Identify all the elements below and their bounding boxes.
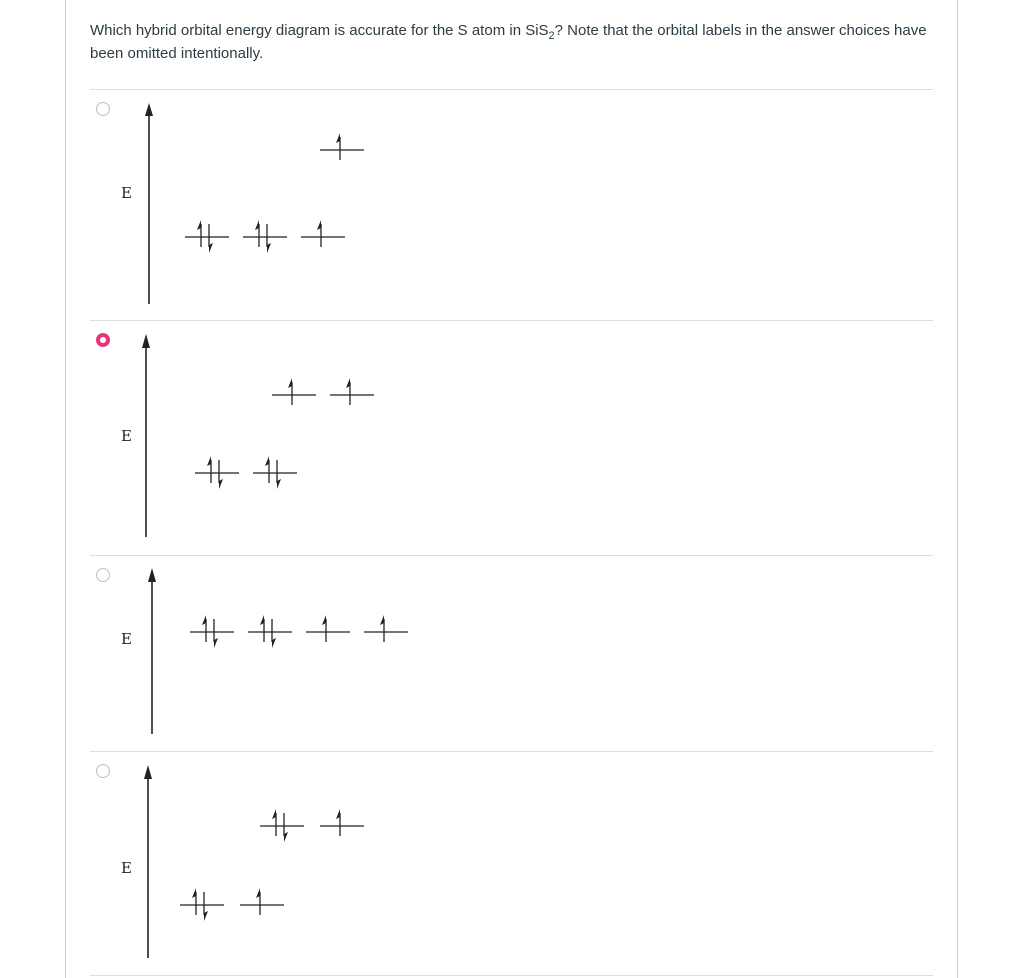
question-text-after: ? Note that the orbital labels in the answer choices have been omitted intentionally. — [90, 22, 927, 62]
spin-up-arrow-icon — [272, 809, 276, 836]
energy-axis-d — [144, 765, 152, 958]
orbital-levels-d — [180, 809, 364, 921]
question-subscript: 2 — [548, 30, 555, 42]
orbital-box — [260, 809, 304, 842]
energy-axis-label-d: E — [121, 859, 132, 877]
spin-down-arrow-icon — [284, 813, 288, 842]
energy-axis-label-c: E — [121, 630, 132, 648]
energy-axis-label-b: E — [121, 427, 132, 445]
orbital-box — [240, 888, 284, 915]
energy-axis-label-a: E — [121, 184, 132, 202]
spin-up-arrow-icon — [256, 888, 260, 915]
spin-up-arrow-icon — [192, 888, 196, 915]
divider — [90, 975, 933, 976]
question-text-before: Which hybrid orbital energy diagram is accurate for the S atom in SiS — [90, 22, 549, 39]
orbital-box — [320, 809, 364, 836]
spin-up-arrow-icon — [336, 809, 340, 836]
spin-down-arrow-icon — [204, 892, 208, 921]
orbital-box — [180, 888, 224, 921]
